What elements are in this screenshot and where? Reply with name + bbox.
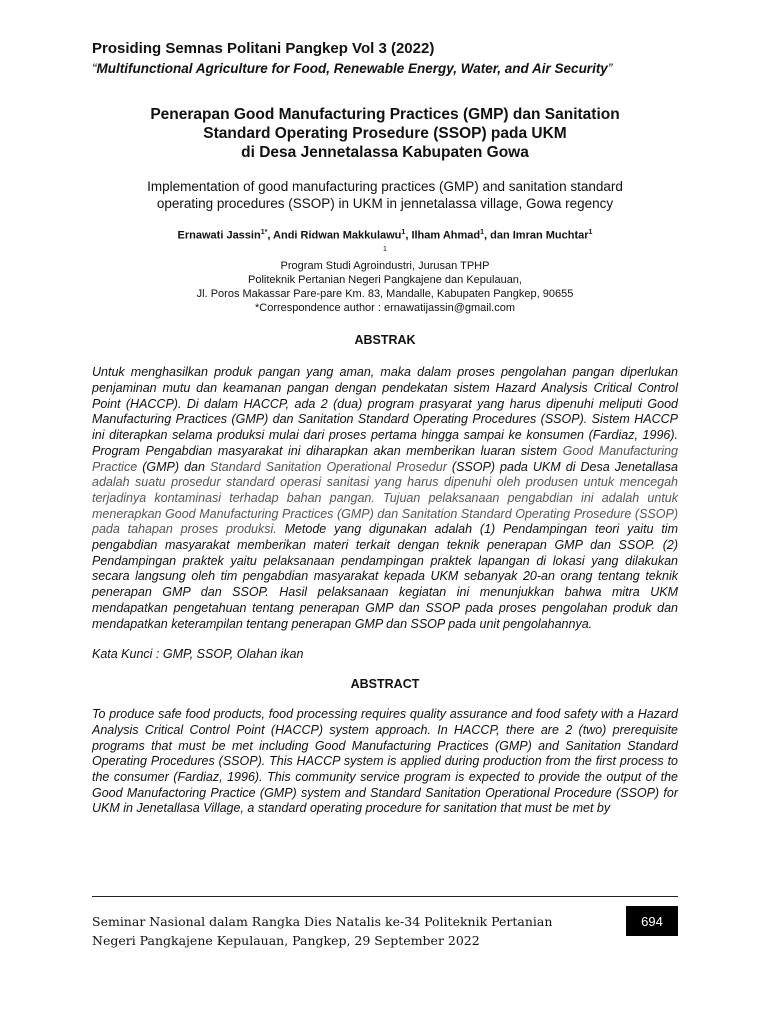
affiliation-department: Program Studi Agroindustri, Jurusan TPHP <box>280 260 490 273</box>
paper-title-line: Penerapan Good Manufacturing Practices (GMP) dan Sanitation <box>150 106 620 123</box>
english-title-line: operating procedures (SSOP) in UKM in jennetalassa village, Gowa regency <box>156 196 614 211</box>
abstrak-text-gray: Standard Sanitation Operational Prosedur <box>210 459 447 474</box>
footer-line: Negeri Pangkajene Kepulauan, Pangkep, 29 September 2022 <box>92 933 480 948</box>
footer-divider <box>92 896 678 897</box>
correspondence-line: *Correspondence author : ernawatijassin@gmail.com <box>254 302 515 315</box>
abstrak-text: Metode yang digunakan adalah (1) Pendampingan teori yaitu tim pengabdian masyarakat memberikan materi terkait dengan teknik penerapan GMP dan SSOP. (2) Pendampingan praktek yaitu pelaksanaan pendampingan praktek lapangan di lokasi yang dilakukan secara langsung oleh tim pengabdian masyarakat kepada UKM sebanyak 20-an orang tentang teknik penerapan GMP dan SSOP. Hasil pelaksanaan kegiatan ini menunjukkan bahwa mitra UKM mendapatkan pengetahuan tentang penerapan GMP dan SSOP pada proses pengolahan produk dan mendapatkan keterampilan tentang penerapan GMP dan SSOP pada unit pengolahannya. <box>92 522 678 631</box>
author-name: Ernawati Jassin <box>177 229 261 242</box>
affiliation-line <box>92 243 678 274</box>
footer-text <box>92 912 562 950</box>
author-affiliation-mark: 1 <box>588 229 593 236</box>
abstrak-text: (SSOP) pada UKM di Desa Jenetallasa <box>446 459 679 474</box>
page-number: 694 <box>626 906 678 936</box>
affiliation <box>92 243 678 316</box>
paper-page <box>92 40 678 817</box>
author-separator: , <box>267 229 274 242</box>
author-name: Imran Muchtar <box>512 229 589 242</box>
author-affiliation-mark: 1 <box>480 229 485 236</box>
abstrak-text: (GMP) dan <box>137 459 210 474</box>
paper-title-line: di Desa Jennetalassa Kabupaten Gowa <box>241 144 529 161</box>
paper-title <box>92 105 678 162</box>
conference-theme <box>92 60 678 77</box>
paper-title-line: Standard Operating Prosedure (SSOP) pada UKM <box>203 125 567 142</box>
theme-close-quote: ” <box>607 61 613 76</box>
abstrak-text-gray: adalah suatu prosedur standard operasi sanitasi yang harus dipenuhi oleh produsen untuk mencegah terjadinya kontaminasi terhadap bahan pangan. Tujuan pelaksanaan pengabdian ini adalah untuk menerapkan Good Manufacturing Practices (GMP) dan Sanitation Standard Operating Prosedure (SSOP) pada tahapan proses produksi. <box>92 475 678 537</box>
author-affiliation-mark: 1 <box>401 229 406 236</box>
author-separator: , dan <box>484 229 513 242</box>
abstract-heading: ABSTRACT <box>350 677 420 692</box>
keywords: Kata Kunci : GMP, SSOP, Olahan ikan <box>92 647 304 662</box>
conference-theme-text: Multifunctional Agriculture for Food, Renewable Energy, Water, and Air Security <box>96 61 608 76</box>
footer-line: Seminar Nasional dalam Rangka Dies Natalis ke-34 Politeknik Pertanian <box>92 914 553 929</box>
author-affiliation-mark: 1* <box>260 229 268 236</box>
affiliation-line: Jl. Poros Makassar Pare-pare Km. 83, Mandalle, Kabupaten Pangkep, 90655 <box>196 288 574 301</box>
abstrak-text: Untuk menghasilkan produk pangan yang aman, maka dalam proses pengolahan pangan diperlukan penjaminan mutu dan keamanan pangan dengan pendekatan sistem Hazard Analysis Critical Control Point (HACCP). Di dalam HACCP, ada 2 (dua) program prasyarat yang harus dipenuhi meliputi Good Manufacturing Practices (GMP) dan Sanitation Standard Operating Procedures (SSOP). Sistem HACCP ini diterapkan selama produksi mulai dari proses pertama hingga sampai ke konsumen (Fardiaz, 1996). Program Pengabdian masyarakat ini diharapkan akan memberikan luaran sistem <box>92 365 678 458</box>
author-list <box>92 226 678 243</box>
proceeding-title: Prosiding Semnas Politani Pangkep Vol 3 (2022) <box>92 40 435 57</box>
affiliation-line: Politeknik Pertanian Negeri Pangkajene dan Kepulauan, <box>248 274 522 287</box>
abstrak-body <box>92 365 678 632</box>
english-title <box>92 178 678 212</box>
author-name: Andi Ridwan Makkulawu <box>273 229 402 242</box>
theme-open-quote: “ <box>92 61 97 76</box>
abstrak-heading: ABSTRAK <box>354 333 416 348</box>
abstract-body: To produce safe food products, food processing requires quality assurance and food safety with a Hazard Analysis Critical Control Point (HACCP) system approach. In HACCP, there are 2 (two) prerequisite programs that must be met including Good Manufacturing Practices (GMP) and Sanitation Standard Operating Procedures (SSOP). This HACCP system is applied during production from the first process to the consumer (Fardiaz, 1996). This community service program is expected to provide the output of the Good Manufactoring Practice (GMP) system and Standard Sanitation Operational Procedure (SSOP) for UKM in Jenetallasa Village, a standard operating procedure for sanitation that must be met by <box>92 707 678 816</box>
abstrak-text-gray: Good Manufacturing Practice <box>92 443 678 474</box>
author-name: Ilham Ahmad <box>411 229 481 242</box>
english-title-line: Implementation of good manufacturing practices (GMP) and sanitation standard <box>147 179 623 194</box>
author-separator: , <box>405 229 412 242</box>
affiliation-mark: 1 <box>383 245 387 253</box>
